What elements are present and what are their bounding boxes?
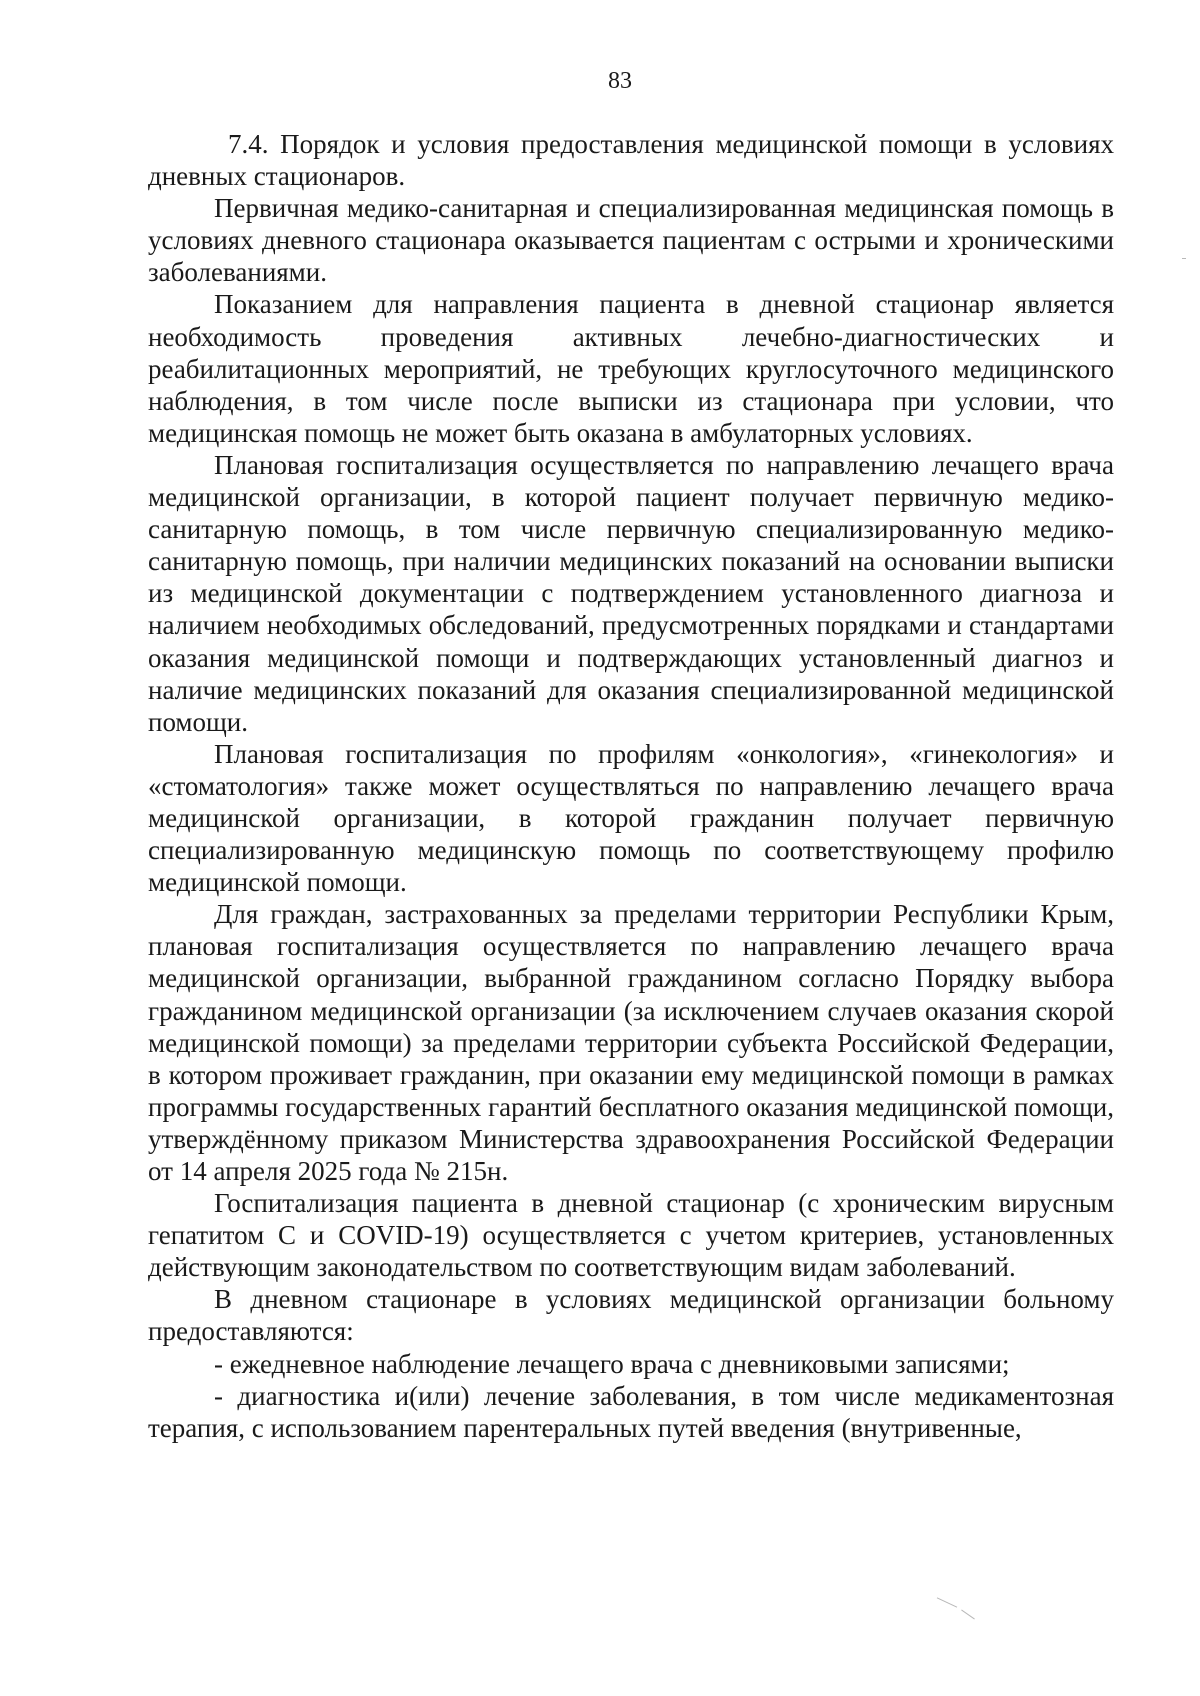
paragraph: Для граждан, застрахованных за пределами территории Республики Крым, плановая госпитализация осуществляется по направлению лечащего врача медицинской организации, выбранной гражданином согласно Порядку выбора гражданином медицинской организации (за исключением случаев оказания скорой медицинской помощи) за пределами территории субъекта Российской Федерации, в котором проживает гражданин, при оказании ему медицинской помощи в рамках программы государственных гарантий бесплатного оказания медицинской помощи, утверждённому приказом Министерства здравоохранения Российской Федерации от 14 апреля 2025 года № 215н. — [148, 899, 1114, 1186]
page-number: 83 — [608, 68, 632, 94]
list-item: - ежедневное наблюдение лечащего врача с дневниковыми записями; — [214, 1348, 1010, 1379]
scan-artifact — [1182, 258, 1186, 259]
scan-artifact — [937, 1597, 957, 1607]
paragraph: Первичная медико-санитарная и специализированная медицинская помощь в условиях дневного стационара оказывается пациентам с острыми и хроническими заболеваниями. — [148, 193, 1114, 288]
document-body — [148, 128, 1114, 1444]
paragraph: Показанием для направления пациента в дневной стационар является необходимость проведения активных лечебно-диагностических и реабилитационных мероприятий, не требующих круглосуточного медицинского наблюдения, в том числе после выписки из стационара при условии, что медицинская помощь не может быть оказана в амбулаторных условиях. — [148, 289, 1114, 448]
scan-artifact — [961, 1610, 975, 1620]
paragraph: Плановая госпитализация по профилям «онкология», «гинекология» и «стоматология» также может осуществляться по направлению лечащего врача медицинской организации, в которой гражданин получает первичную специализированную медицинскую помощь по соответствующему профилю медицинской помощи. — [148, 738, 1114, 898]
paragraph: В дневном стационаре в условиях медицинской организации больному предоставляются: — [148, 1284, 1114, 1347]
paragraph: Плановая госпитализация осуществляется по направлению лечащего врача медицинской организации, в которой пациент получает первичную медико-санитарную помощь, в том числе первичную специализированную медико-санитарную помощь, при наличии медицинских показаний на основании выписки из медицинской документации с подтверждением установленного диагноза и наличием необходимых обследований, предусмотренных порядками и стандартами оказания медицинской помощи и подтверждающих установленный диагноз и наличие медицинских показаний для оказания специализированной медицинской помощи. — [148, 449, 1114, 737]
section-heading: 7.4. Порядок и условия предоставления медицинской помощи в условиях дневных стационаров. — [148, 129, 1114, 192]
list-item: - диагностика и(или) лечение заболевания, в том числе медикаментозная терапия, с использованием парентеральных путей введения (внутривенные, — [148, 1380, 1114, 1443]
paragraph: Госпитализация пациента в дневной стационар (с хроническим вирусным гепатитом С и COVID-19) осуществляется с учетом критериев, установленных действующим законодательством по соответствующим видам заболеваний. — [148, 1188, 1114, 1283]
